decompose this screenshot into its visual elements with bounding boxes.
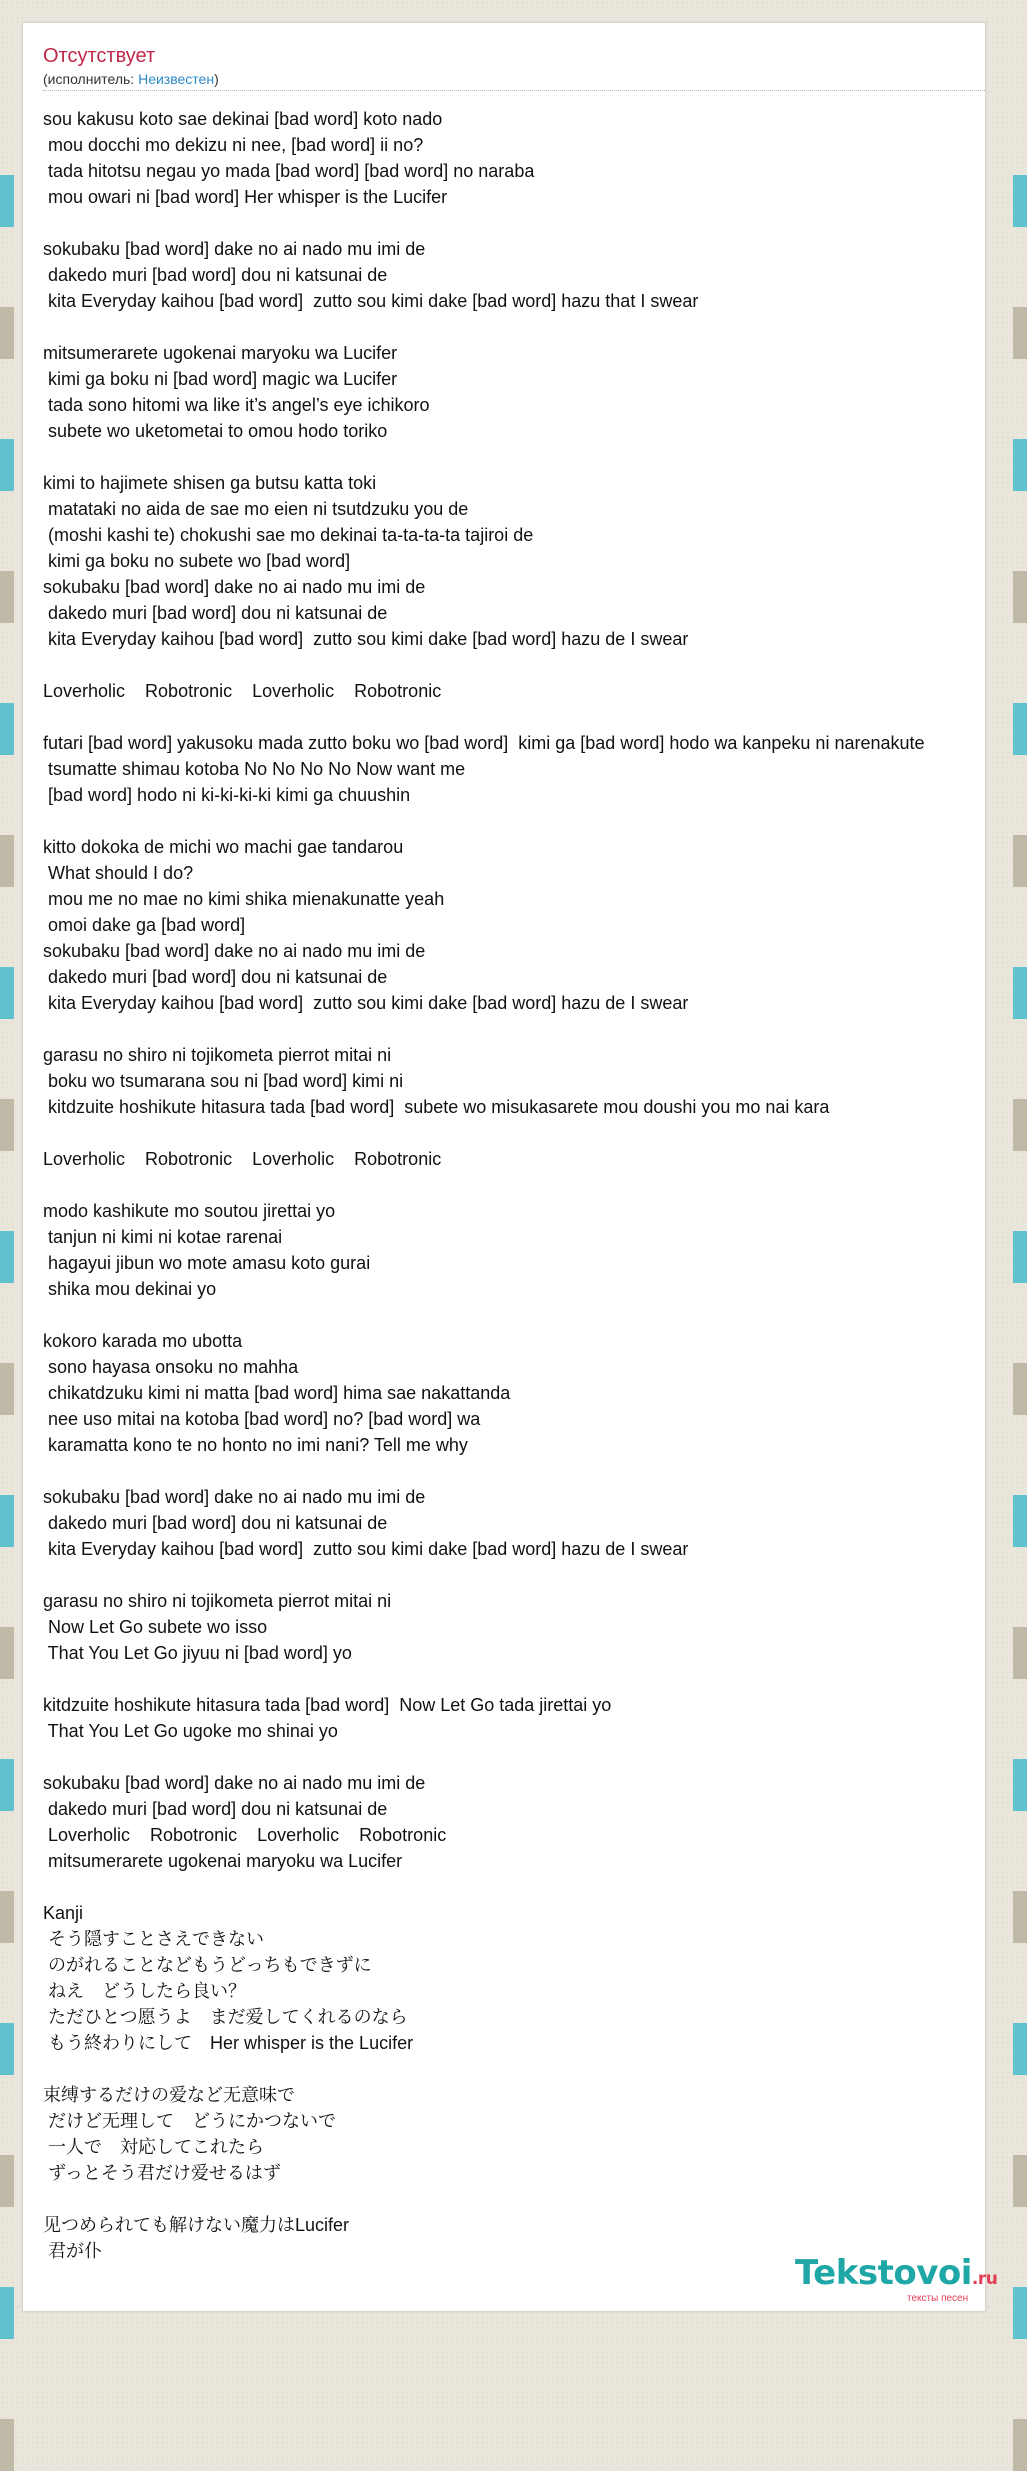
lyrics-line: kita Everyday kaihou [bad word] zutto sou kimi dake [bad word] hazu de I swear [43,629,689,649]
lyrics-line: Loverholic Robotronic Loverholic Robotronic [43,1825,447,1845]
lyrics-line: 束缚するだけの爱など无意味で [43,2085,295,2105]
lyrics-line: tada sono hitomi wa like it’s angel’s eye ichikoro [43,395,430,415]
stripe-segment [0,835,14,887]
lyrics-line: 见つめられても解けない魔力はLucifer [43,2215,350,2235]
lyrics-line: Kanji [43,1903,84,1923]
stripe-segment [0,1891,14,1943]
lyrics-line: mou owari ni [bad word] Her whisper is the Lucifer [43,187,448,207]
lyrics-body [43,106,986,2290]
lyrics-line: そう隠すことさえできない [43,1929,264,1949]
stripe-segment [1013,175,1027,227]
stripe-segment [0,703,14,755]
artist-link[interactable]: Неизвестен [138,71,215,87]
lyrics-line: That You Let Go jiyuu ni [bad word] yo [43,1643,352,1663]
stripe-segment [0,307,14,359]
song-title: Отсутствует [43,45,156,67]
stripe-segment [0,967,14,1019]
lyrics-line: kita Everyday kaihou [bad word] zutto sou kimi dake [bad word] hazu that I swear [43,291,699,311]
lyrics-line: chikatdzuku kimi ni matta [bad word] hima sae nakattanda [43,1383,511,1403]
artist-suffix: ) [214,71,219,87]
lyrics-line: 君が仆 [43,2241,103,2261]
lyrics-line: sokubaku [bad word] dake no ai nado mu imi de [43,239,426,259]
stripe-segment [0,2023,14,2075]
lyrics-line: matataki no aida de sae mo eien ni tsutdzuku you de [43,499,469,519]
site-logo[interactable] [795,2253,998,2305]
lyrics-line: karamatta kono te no honto no imi nani? Tell me why [43,1435,468,1455]
lyrics-stanza [43,730,986,808]
stripe-segment [1013,1627,1027,1679]
lyrics-line: Loverholic Robotronic Loverholic Robotronic [43,681,442,701]
lyrics-line: dakedo muri [bad word] dou ni katsunai de [43,1799,388,1819]
lyrics-line: dakedo muri [bad word] dou ni katsunai de [43,603,388,623]
stripe-segment [1013,2023,1027,2075]
artist-line [43,70,985,88]
logo-wordmark [795,2253,998,2297]
lyrics-stanza [43,1900,986,2056]
lyrics-line: ねえ どうしたら良い？ [43,1981,246,2001]
stripe-segment [1013,1231,1027,1283]
lyrics-line: sono hayasa onsoku no mahha [43,1357,299,1377]
logo-name: Tekstovoi [795,2253,972,2293]
lyrics-line: sokubaku [bad word] dake no ai nado mu imi de [43,1487,426,1507]
stripe-segment [1013,2155,1027,2207]
stripe-segment [0,571,14,623]
lyrics-line: boku wo tsumarana sou ni [bad word] kimi ni [43,1071,404,1091]
lyrics-line: kita Everyday kaihou [bad word] zutto sou kimi dake [bad word] hazu de I swear [43,1539,689,1559]
lyrics-line: Now Let Go subete wo isso [43,1617,268,1637]
stripe-segment [1013,1363,1027,1415]
stripe-segment [1013,703,1027,755]
lyrics-line: modo kashikute mo soutou jirettai yo [43,1201,336,1221]
lyrics-stanza [43,340,986,444]
lyrics-stanza [43,678,986,704]
header-divider [43,90,985,91]
lyrics-stanza [43,106,986,210]
lyrics-stanza [43,1146,986,1172]
stripe-segment [0,2155,14,2207]
lyrics-stanza [43,470,986,652]
lyrics-line: garasu no shiro ni tojikometa pierrot mitai ni [43,1591,392,1611]
lyrics-line: sokubaku [bad word] dake no ai nado mu imi de [43,1773,426,1793]
lyrics-line: kitto dokoka de michi wo machi gae tandarou [43,837,404,857]
lyrics-line: ずっとそう君だけ爱せるはず [43,2163,281,2183]
stripe-segment [1013,307,1027,359]
stripe-segment [1013,439,1027,491]
stripe-segment [1013,2419,1027,2471]
lyrics-line: mou docchi mo dekizu ni nee, [bad word] ii no? [43,135,424,155]
lyrics-line: ただひとつ愿うよ まだ爱してくれるのなら [43,2007,408,2027]
stripe-segment [0,1495,14,1547]
lyrics-line: That You Let Go ugoke mo shinai yo [43,1721,338,1741]
lyrics-line: mitsumerarete ugokenai maryoku wa Lucifer [43,1851,403,1871]
lyrics-line: kokoro karada mo ubotta [43,1331,243,1351]
stripe-segment [0,2287,14,2339]
lyrics-stanza [43,1692,986,1744]
lyrics-stanza [43,2082,986,2186]
lyrics-line: kitdzuite hoshikute hitasura tada [bad word] Now Let Go tada jirettai yo [43,1695,612,1715]
lyrics-line: sokubaku [bad word] dake no ai nado mu imi de [43,941,426,961]
lyrics-line: tada hitotsu negau yo mada [bad word] [bad word] no naraba [43,161,535,181]
lyrics-line: shika mou dekinai yo [43,1279,217,1299]
lyrics-line: dakedo muri [bad word] dou ni katsunai de [43,265,388,285]
stripe-segment [0,1363,14,1415]
logo-tld: .ru [971,2269,998,2289]
lyrics-card [22,22,986,2312]
lyrics-line: mou me no mae no kimi shika mienakunatte yeah [43,889,445,909]
lyrics-line: sou kakusu koto sae dekinai [bad word] koto nado [43,109,443,129]
lyrics-line: sokubaku [bad word] dake no ai nado mu imi de [43,577,426,597]
lyrics-line: nee uso mitai na kotoba [bad word] no? [bad word] wa [43,1409,481,1429]
stripe-segment [0,1099,14,1151]
lyrics-line: もう終わりにして Her whisper is the Lucifer [43,2033,414,2053]
lyrics-line: mitsumerarete ugokenai maryoku wa Lucifer [43,343,398,363]
lyrics-stanza [43,834,986,1016]
lyrics-line: hagayui jibun wo mote amasu koto gurai [43,1253,371,1273]
lyrics-line: tanjun ni kimi ni kotae rarenai [43,1227,283,1247]
lyrics-line: futari [bad word] yakusoku mada zutto boku wo [bad word] kimi ga [bad word] hodo wa kanpeku ni narenakute [43,733,925,753]
song-header [43,43,985,113]
stripe-segment [0,2419,14,2471]
right-decorative-stripes [1013,0,1027,2314]
lyrics-line: kimi ga boku no subete wo [bad word] [43,551,351,571]
lyrics-line: dakedo muri [bad word] dou ni katsunai de [43,967,388,987]
left-decorative-stripes [0,0,14,2314]
stripe-segment [0,439,14,491]
lyrics-stanza [43,1588,986,1666]
stripe-segment [1013,835,1027,887]
lyrics-line: Loverholic Robotronic Loverholic Robotronic [43,1149,442,1169]
lyrics-line: What should I do? [43,863,194,883]
lyrics-line: [bad word] hodo ni ki-ki-ki-ki kimi ga chuushin [43,785,411,805]
lyrics-line: garasu no shiro ni tojikometa pierrot mitai ni [43,1045,392,1065]
stripe-segment [0,175,14,227]
stripe-segment [1013,1891,1027,1943]
stripe-segment [1013,2287,1027,2339]
lyrics-line: kitdzuite hoshikute hitasura tada [bad word] subete wo misukasarete mou doushi you mo nai kara [43,1097,830,1117]
stripe-segment [0,1627,14,1679]
lyrics-stanza [43,1042,986,1120]
lyrics-line: 一人で 対応してこれたら [43,2137,264,2157]
lyrics-stanza [43,1328,986,1458]
stripe-segment [1013,571,1027,623]
stripe-segment [0,1759,14,1811]
lyrics-stanza [43,1198,986,1302]
stripe-segment [1013,1495,1027,1547]
stripe-segment [1013,1099,1027,1151]
stripe-segment [0,1231,14,1283]
lyrics-line: kita Everyday kaihou [bad word] zutto sou kimi dake [bad word] hazu de I swear [43,993,689,1013]
lyrics-stanza [43,1484,986,1562]
lyrics-line: subete wo uketometai to omou hodo toriko [43,421,388,441]
lyrics-line: kimi ga boku ni [bad word] magic wa Lucifer [43,369,398,389]
artist-prefix: (исполнитель: [43,71,139,87]
lyrics-stanza [43,1770,986,1874]
lyrics-line: のがれることなどもうどっちもできずに [43,1955,372,1975]
stripe-segment [1013,1759,1027,1811]
lyrics-line: omoi dake ga [bad word] [43,915,246,935]
lyrics-line: kimi to hajimete shisen ga butsu katta toki [43,473,377,493]
lyrics-line: だけど无理して どうにかつないで [43,2111,336,2131]
lyrics-stanza [43,236,986,314]
logo-tagline: тексты песен [907,2293,969,2304]
lyrics-line: (moshi kashi te) chokushi sae mo dekinai ta-ta-ta-ta tajiroi de [43,525,534,545]
lyrics-line: dakedo muri [bad word] dou ni katsunai de [43,1513,388,1533]
lyrics-line: tsumatte shimau kotoba No No No No Now want me [43,759,466,779]
stripe-segment [1013,967,1027,1019]
